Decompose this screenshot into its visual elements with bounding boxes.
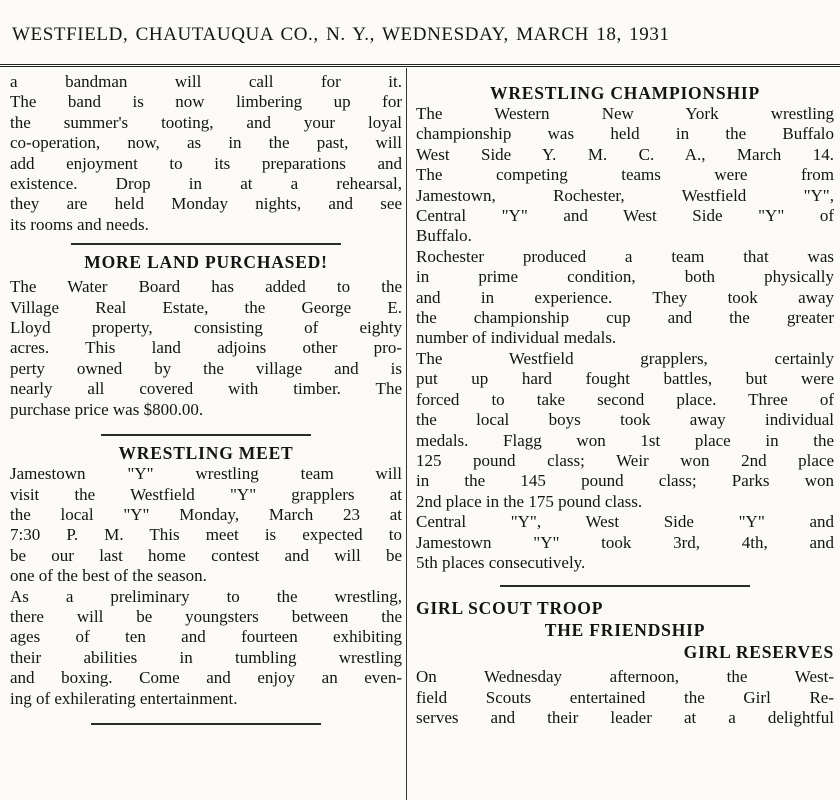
article-line: Jamestown "Y" took 3rd, 4th, and xyxy=(416,532,834,552)
scout-headline-2: THE FRIENDSHIP xyxy=(544,620,706,641)
article-line: West Side Y. M. C. A., March 14. xyxy=(416,144,834,164)
article-line: ing of exhilerating entertainment. xyxy=(10,688,238,708)
article-line: Central "Y", West Side "Y" and xyxy=(416,512,834,532)
article-line: its rooms and needs. xyxy=(10,214,149,234)
article-line: forced to take second place. Three of xyxy=(416,389,834,409)
right-column xyxy=(416,72,834,800)
article-line: The Western New York wrestling xyxy=(416,104,834,123)
article-line: field Scouts entertained the Girl Re- xyxy=(416,687,834,707)
article-line: a bandman will call for it. xyxy=(10,72,402,91)
article-line: existence. Drop in at a rehearsal, xyxy=(10,174,402,194)
article-line: ages of ten and fourteen exhibiting xyxy=(10,627,402,647)
article-line: 125 pound class; Weir won 2nd place xyxy=(416,450,834,470)
article-line: 7:30 P. M. This meet is expected to xyxy=(10,525,402,545)
article-line: put up hard fought battles, but were xyxy=(416,369,834,389)
article-line: there will be youngsters between the xyxy=(10,606,402,626)
article-line: 5th places consecutively. xyxy=(416,552,586,572)
article-line: the championship cup and the greater xyxy=(416,308,834,328)
article-line: The Westfield grapplers, certainly xyxy=(416,348,834,368)
masthead-dateline: WESTFIELD, CHAUTAUQUA CO., N. Y., WEDNESDAY, MARCH 18, 1931 xyxy=(12,24,670,45)
band-article xyxy=(10,72,402,235)
column-divider xyxy=(406,68,407,800)
championship-headline: WRESTLING CHAMPIONSHIP xyxy=(490,83,760,103)
article-line: Village Real Estate, the George E. xyxy=(10,297,402,317)
article-line: number of individual medals. xyxy=(416,328,617,348)
championship-article xyxy=(416,72,834,573)
scout-article xyxy=(416,597,834,728)
masthead-rule xyxy=(0,64,840,67)
article-line: purchase price was $800.00. xyxy=(10,399,204,419)
article-line: On Wednesday afternoon, the West- xyxy=(416,667,834,687)
article-line: visit the Westfield "Y" grapplers at xyxy=(10,484,402,504)
left-column xyxy=(10,72,402,800)
article-line: championship was held in the Buffalo xyxy=(416,124,834,144)
article-line: the summer's tooting, and your loyal xyxy=(10,112,402,132)
scout-headline-3: GIRL RESERVES xyxy=(683,642,834,663)
article-line: the local "Y" Monday, March 23 at xyxy=(10,504,402,524)
masthead xyxy=(0,0,840,66)
article-line: in the 145 pound class; Parks won xyxy=(416,471,834,491)
article-line: serves and their leader at a delightful xyxy=(416,708,834,728)
article-line: perty owned by the village and is xyxy=(10,358,402,378)
article-line: they are held Monday nights, and see xyxy=(10,194,402,214)
article-line: The band is now limbering up for xyxy=(10,92,402,112)
article-line: As a preliminary to the wrestling, xyxy=(10,586,402,606)
article-line: Lloyd property, consisting of eighty xyxy=(10,318,402,338)
article-line: Buffalo. xyxy=(416,226,472,246)
article-line: their abilities in tumbling wrestling xyxy=(10,647,402,667)
article-line: in prime condition, both physically xyxy=(416,267,834,287)
article-line: medals. Flagg won 1st place in the xyxy=(416,430,834,450)
article-separator xyxy=(71,243,341,245)
article-line: the local boys took away individual xyxy=(416,410,834,430)
article-line: 2nd place in the 175 pound class. xyxy=(416,491,643,511)
article-line: add enjoyment to its preparations and xyxy=(10,153,402,173)
meet-article xyxy=(10,442,402,709)
article-line: be our last home contest and will be xyxy=(10,545,402,565)
article-line: Jamestown "Y" wrestling team will xyxy=(10,464,402,484)
article-line: nearly all covered with timber. The xyxy=(10,379,402,399)
land-headline: MORE LAND PURCHASED! xyxy=(84,252,328,273)
scout-headline-1: GIRL SCOUT TROOP xyxy=(416,598,604,619)
article-line: The competing teams were from xyxy=(416,165,834,185)
article-line: Jamestown, Rochester, Westfield "Y", xyxy=(416,185,834,205)
land-article xyxy=(10,251,402,420)
article-line: and in experience. They took away xyxy=(416,287,834,307)
article-line: acres. This land adjoins other pro- xyxy=(10,338,402,358)
article-line: and boxing. Come and enjoy an even- xyxy=(10,668,402,688)
article-line: co-operation, now, as in the past, will xyxy=(10,133,402,153)
article-line: one of the best of the season. xyxy=(10,566,207,586)
article-separator xyxy=(500,585,750,587)
article-separator xyxy=(101,434,311,436)
article-line: Rochester produced a team that was xyxy=(416,246,834,266)
meet-headline: WRESTLING MEET xyxy=(118,443,294,464)
article-line: Central "Y" and West Side "Y" of xyxy=(416,206,834,226)
article-line: The Water Board has added to the xyxy=(10,277,402,297)
article-separator xyxy=(91,723,321,725)
